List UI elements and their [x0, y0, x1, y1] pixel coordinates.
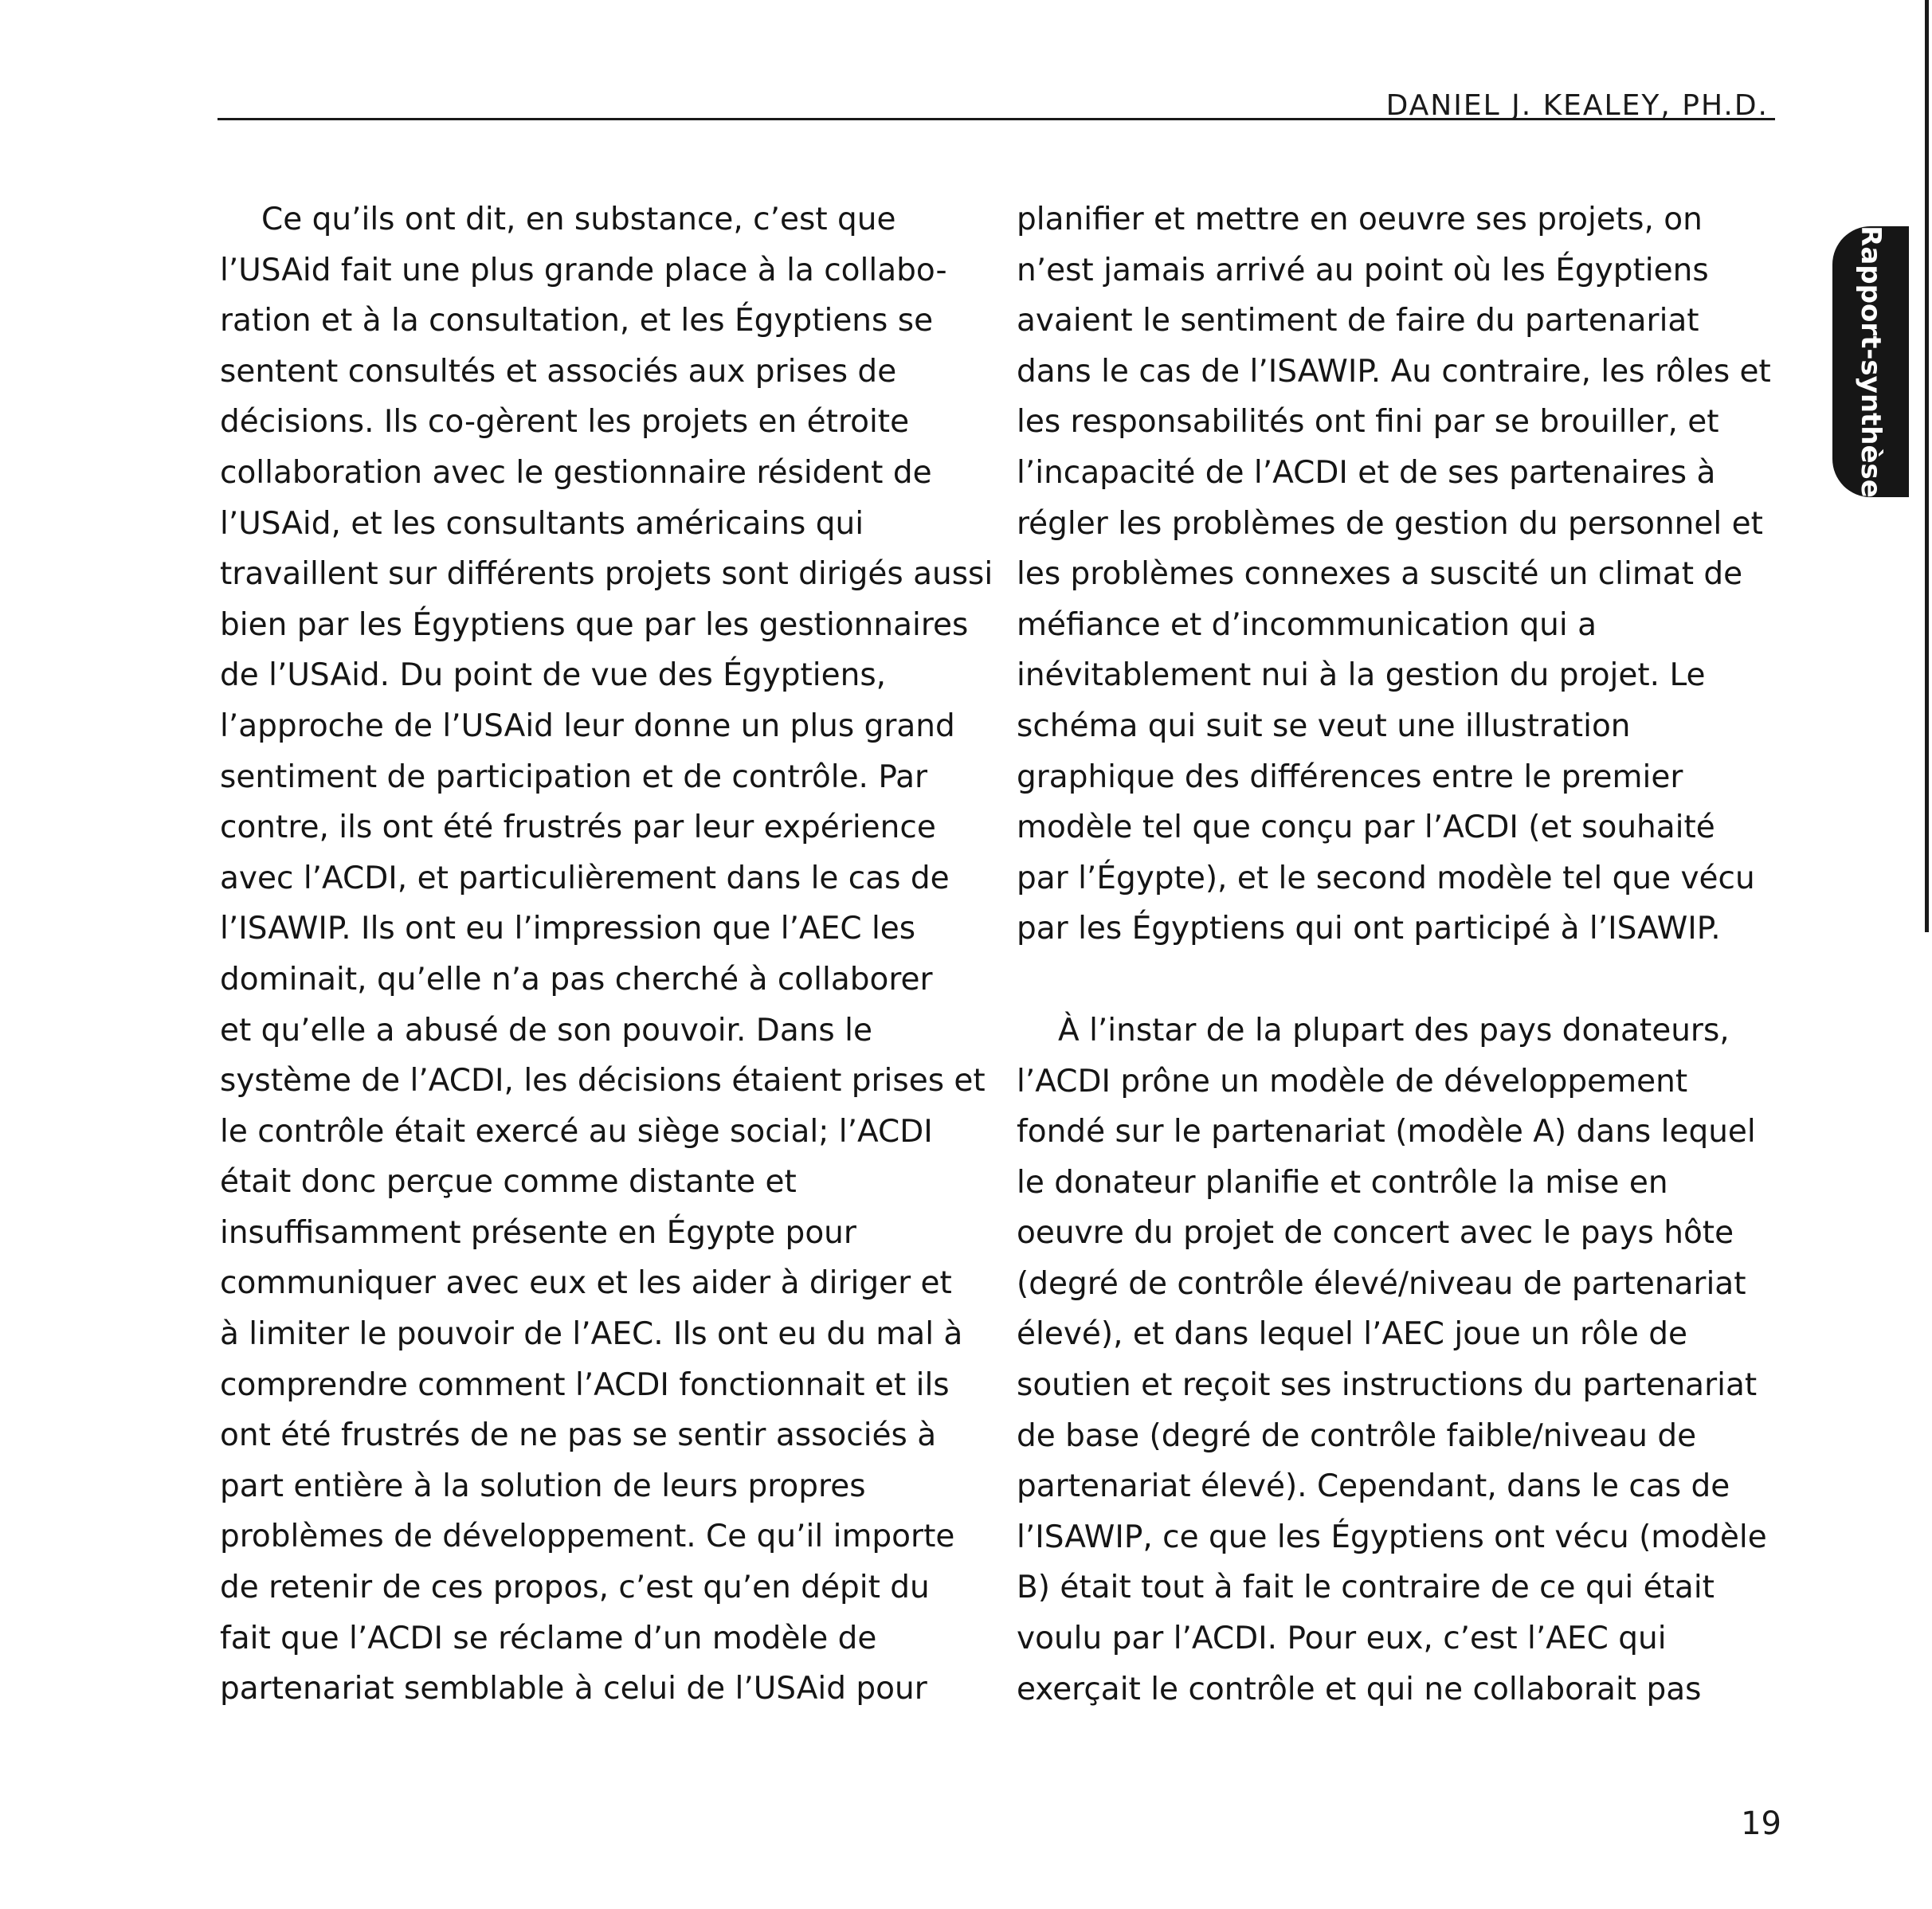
section-tab-label: Rapport-synthèse	[1855, 225, 1887, 498]
text-line: élevé), et dans lequel l’AEC joue un rôle de	[1017, 1316, 1688, 1353]
text-line: travaillent sur différents projets sont dirigés aussi	[220, 556, 993, 593]
text-line: partenariat élevé). Cependant, dans le cas de	[1017, 1468, 1730, 1505]
text-line: partenariat semblable à celui de l’USAid pour	[220, 1671, 927, 1707]
text-line: problèmes de développement. Ce qu’il importe	[220, 1519, 955, 1555]
text-line: sentent consultés et associés aux prises de	[220, 353, 897, 390]
text-line: méfiance et d’incommunication qui a	[1017, 606, 1597, 643]
text-line: l’USAid fait une plus grande place à la collabo-	[220, 252, 947, 288]
running-head: DANIEL J. KEALEY, PH.D.	[1385, 89, 1769, 122]
text-line: schéma qui suit se veut une illustration	[1017, 708, 1631, 744]
text-line: régler les problèmes de gestion du personnel et	[1017, 505, 1763, 542]
text-line: le donateur planifie et contrôle la mise en	[1017, 1164, 1668, 1201]
text-line: l’ACDI prône un modèle de développement	[1017, 1063, 1688, 1100]
paragraph-gap	[1017, 954, 1781, 1005]
text-line: planifier et mettre en oeuvre ses projets, on	[1017, 202, 1703, 237]
text-line: le contrôle était exercé au siège social; l’ACDI	[220, 1113, 933, 1150]
text-line: comprendre comment l’ACDI fonctionnait et ils	[220, 1366, 950, 1403]
page-edge-line	[1925, 0, 1929, 932]
text-line: collaboration avec le gestionnaire résident de	[220, 454, 932, 491]
text-line: voulu par l’ACDI. Pour eux, c’est l’AEC qui	[1017, 1621, 1667, 1657]
text-line: système de l’ACDI, les décisions étaient prises et	[220, 1063, 986, 1100]
text-line: l’ISAWIP, ce que les Égyptiens ont vécu (modèle	[1017, 1519, 1767, 1555]
text-line: l’approche de l’USAid leur donne un plus grand	[220, 708, 955, 744]
text-line: était donc perçue comme distante et	[220, 1164, 797, 1201]
right-column	[1017, 194, 1781, 1715]
header-rule	[217, 118, 1775, 120]
text-line: ont été frustrés de ne pas se sentir associés à	[220, 1417, 937, 1454]
text-line: par l’Égypte), et le second modèle tel que vécu	[1017, 860, 1755, 896]
text-line: fait que l’ACDI se réclame d’un modèle de	[220, 1620, 877, 1656]
text-line: dominait, qu’elle n’a pas cherché à collaborer	[220, 961, 933, 998]
page-number: 19	[1741, 1805, 1781, 1842]
text-line: exerçait le contrôle et qui ne collaborait pas	[1017, 1671, 1702, 1707]
section-tab	[1832, 226, 1909, 497]
text-line: l’incapacité de l’ACDI et de ses partenaires à	[1017, 454, 1716, 491]
left-column	[220, 194, 993, 1715]
text-line: et qu’elle a abusé de son pouvoir. Dans le	[220, 1012, 872, 1049]
text-line: n’est jamais arrivé au point où les Égyptiens	[1017, 252, 1709, 288]
text-line: sentiment de participation et de contrôle. Par	[220, 759, 928, 795]
text-line: inévitablement nui à la gestion du projet. Le	[1017, 657, 1706, 694]
text-line: insuffisamment présente en Égypte pour	[220, 1214, 856, 1251]
text-line: décisions. Ils co-gèrent les projets en étroite	[220, 404, 910, 441]
text-line: ration et à la consultation, et les Égyptiens se	[220, 303, 934, 339]
text-line: les responsabilités ont fini par se brouiller, et	[1017, 404, 1719, 441]
text-line: oeuvre du projet de concert avec le pays hôte	[1017, 1215, 1734, 1252]
text-line: modèle tel que conçu par l’ACDI (et souhaité	[1017, 809, 1715, 846]
text-line: communiquer avec eux et les aider à diriger et	[220, 1265, 952, 1302]
text-line: bien par les Égyptiens que par les gestionnaires	[220, 606, 969, 643]
text-line: avaient le sentiment de faire du partenariat	[1017, 303, 1699, 339]
text-line: À l’instar de la plupart des pays donateurs,	[1058, 1012, 1730, 1049]
text-line: Ce qu’ils ont dit, en substance, c’est que	[261, 202, 896, 237]
text-line: à limiter le pouvoir de l’AEC. Ils ont eu du mal à	[220, 1316, 963, 1353]
text-line: avec l’ACDI, et particulièrement dans le cas de	[220, 860, 950, 896]
text-line: contre, ils ont été frustrés par leur expérience	[220, 809, 936, 846]
text-line: dans le cas de l’ISAWIP. Au contraire, les rôles et	[1017, 353, 1771, 390]
text-line: graphique des différences entre le premier	[1017, 759, 1683, 795]
text-line: par les Égyptiens qui ont participé à l’ISAWIP.	[1017, 911, 1721, 947]
text-line: fondé sur le partenariat (modèle A) dans lequel	[1017, 1114, 1756, 1150]
text-line: les problèmes connexes a suscité un climat de	[1017, 556, 1743, 593]
text-line: de l’USAid. Du point de vue des Égyptiens,	[220, 657, 887, 694]
text-line: part entière à la solution de leurs propres	[220, 1468, 866, 1504]
text-line: B) était tout à fait le contraire de ce qui était	[1017, 1570, 1715, 1606]
text-line: (degré de contrôle élevé/niveau de partenariat	[1017, 1265, 1746, 1302]
text-line: l’ISAWIP. Ils ont eu l’impression que l’AEC les	[220, 911, 916, 947]
text-line: de retenir de ces propos, c’est qu’en dépit du	[220, 1570, 930, 1606]
text-line: de base (degré de contrôle faible/niveau de	[1017, 1417, 1697, 1454]
text-line: soutien et reçoit ses instructions du partenariat	[1017, 1367, 1758, 1404]
text-line: l’USAid, et les consultants américains qui	[220, 505, 864, 542]
